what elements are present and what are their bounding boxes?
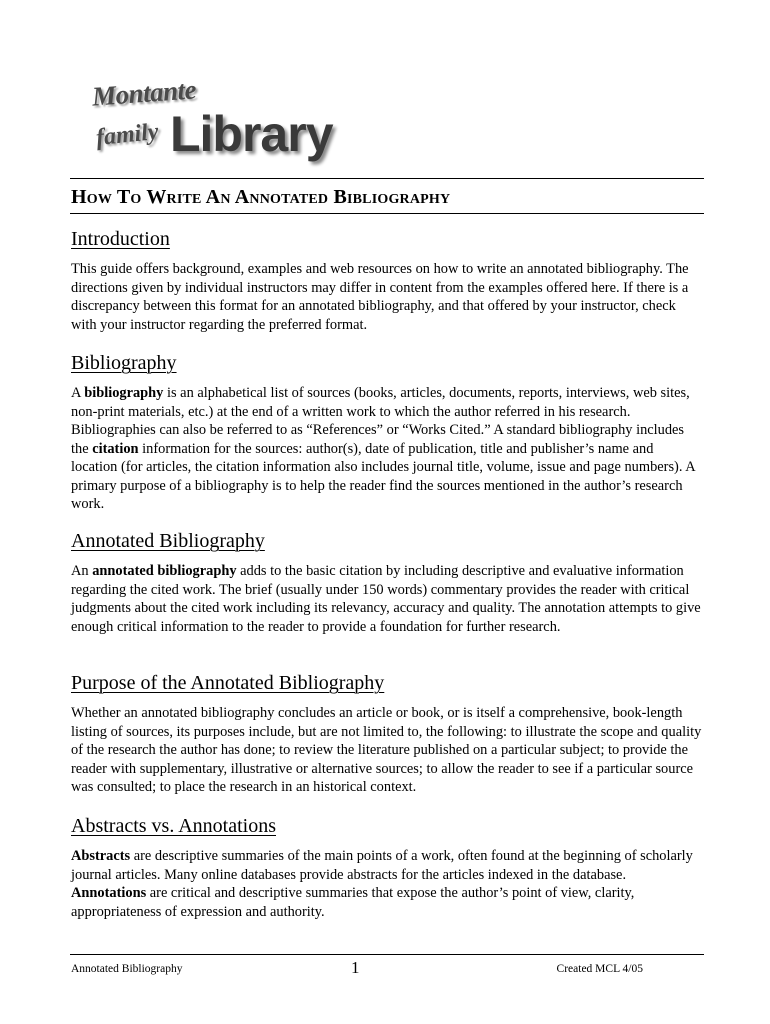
section-introduction (71, 228, 703, 334)
text-run: adds to the basic citation by including descriptive and evaluative information regarding the cited work. The brief (usually under 150 words) commentary provides the reader with critical judgments about the cited work including its relevancy, accuracy and quality. The annotation attempts to give enough critical information to the reader to provide a foundation for further research. (71, 563, 701, 635)
logo-line-family: family (94, 118, 160, 152)
section-abstracts-vs-annotations (71, 815, 703, 921)
text-run: A (71, 385, 85, 401)
text-run: are descriptive summaries of the main points of a work, often found at the beginning of scholarly journal articles. Many online databases provide abstracts for the articles indexed in the database. (71, 848, 693, 883)
section-purpose (71, 672, 703, 797)
section-paragraph (71, 384, 703, 514)
text-run: information for the sources: author(s), date of publication, title and publisher’s name and location (for articles, the citation information also includes journal title, volume, issue and page numbers). A primary purpose of a bibliography is to help the reader find the sources mentioned in the author’s research work. (71, 440, 695, 512)
logo-line-library: Library (170, 106, 333, 162)
bold-term: Annotations (71, 885, 147, 901)
bold-term: citation (92, 440, 139, 457)
text-run: An (71, 563, 93, 579)
bold-term: bibliography (84, 385, 164, 401)
bold-term: annotated bibliography (92, 563, 237, 579)
section-paragraph (71, 847, 703, 921)
title-bottom-rule (70, 213, 704, 214)
title-top-rule (70, 178, 704, 179)
library-logo (84, 74, 354, 173)
section-heading: Annotated Bibliography (71, 530, 265, 552)
footer-rule (70, 954, 704, 955)
section-bibliography (71, 352, 703, 514)
section-paragraph: Whether an annotated bibliography concludes an article or book, or is itself a comprehensive, book-length listing of sources, its purposes include, but are not limited to, the following: to illustrate the scope and quality of the research the author has done; to review the literature published on a particular subject; to provide the reader with supplementary, illustrative or alternative sources; to allow the reader to see if a particular source was consulted; to place the research in an historical context. (71, 705, 702, 795)
text-run: are critical and descriptive summaries that expose the author’s point of view, clarity, appropriateness of expression and authority. (71, 885, 635, 920)
logo-line-montante: Montante (91, 74, 197, 112)
page-footer (71, 960, 703, 980)
section-paragraph: This guide offers background, examples and web resources on how to write an annotated bibliography. The directions given by individual instructors may differ in content from the examples offered here. If there is a discrepancy between this format for an annotated bibliography, and that offered by your instructor, check with your instructor regarding the preferred format. (71, 261, 689, 333)
page-title: How To Write An Annotated Bibliography (71, 186, 451, 208)
section-heading: Bibliography (71, 352, 177, 374)
text-run: is an alphabetical list of sources (books, articles, documents, reports, interviews, web sites, non-print materials, etc.) at the end of a written work to which the author referred in his research. Bibliographies can also be referred to as “References” or “Works Cited.” A standard bibliography includes the (71, 385, 690, 457)
footer-right-text: Created MCL 4/05 (556, 963, 643, 975)
section-heading: Purpose of the Annotated Bibliography (71, 672, 385, 694)
bold-term: Abstracts (71, 848, 131, 864)
page-number: 1 (351, 958, 360, 977)
footer-left-text: Annotated Bibliography (71, 963, 183, 975)
section-annotated-bibliography (71, 530, 703, 636)
section-paragraph (71, 562, 703, 636)
section-heading: Abstracts vs. Annotations (71, 815, 276, 837)
section-heading: Introduction (71, 228, 170, 250)
